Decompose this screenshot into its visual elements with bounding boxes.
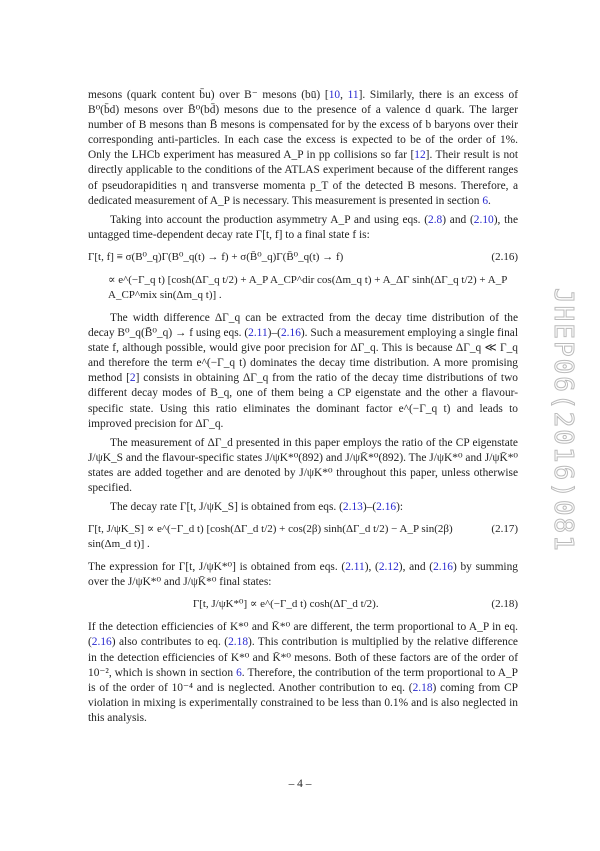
- paragraph-6: [88, 560, 518, 590]
- page-number: – 4 –: [288, 778, 312, 790]
- paragraph-7: [88, 620, 518, 726]
- text-run: .: [488, 194, 491, 207]
- reference-link[interactable]: 6: [482, 194, 489, 207]
- text-run: ) also contributes to eq. (: [111, 636, 229, 649]
- equation-2-16: [88, 250, 518, 265]
- text-run: If the detection efficiencies of K*⁰ and K̄*⁰ are different, the term proportional to A_P in eq. (: [88, 621, 518, 649]
- equation-2-17: [88, 522, 518, 552]
- equation-2-16-line2: [88, 273, 518, 303]
- text-run: ) coming from CP violation in mixing is experimentally constrained to be less than 0.1% and is also neglected in this analysis.: [88, 681, 518, 724]
- paragraph-4: [88, 436, 518, 496]
- text-column: [88, 88, 518, 730]
- text-run: ). Such a measurement employing a single final state f, although possible, would give poor precision for ΔΓ_q. This is because ΔΓ_q ≪ Γ_q and therefore the term e^(−Γ_q t) dominates the decay time distribution. A more promising method [: [88, 327, 519, 385]
- reference-link[interactable]: 2.12: [378, 561, 399, 574]
- reference-link[interactable]: 2.13: [342, 501, 363, 514]
- text-run: )–(: [267, 327, 281, 340]
- text-run: )–(: [362, 501, 377, 514]
- text-run: ) and (: [442, 213, 474, 226]
- reference-link[interactable]: 2.11: [248, 327, 268, 340]
- equation-number: (2.17): [491, 523, 518, 536]
- text-run: ] consists in obtaining ΔΓ_q from the ratio of the decay time distributions of two different decay modes of B_q, one of them being a CP eigenstate and the other a flavour-specific state. Using this ratio eliminates the dominant factor e^(−Γ_q t) and leads to improved precision for ΔΓ_q.: [88, 372, 519, 430]
- paragraph-1: [88, 88, 518, 209]
- paragraph-3: [88, 311, 518, 432]
- equation-line: Γ[t, f] ≡ σ(B⁰_q)Γ(B⁰_q(t) → f) + σ(B̄⁰_q)Γ(B̄⁰_q(t) → f): [88, 250, 344, 263]
- reference-link[interactable]: 2.16: [376, 501, 397, 514]
- reference-link[interactable]: 2.10: [473, 213, 494, 226]
- text-run: ), and (: [398, 561, 434, 574]
- text-run: The decay rate Γ[t, J/ψK_S] is obtained from eqs. (: [110, 501, 343, 514]
- text-run: ):: [396, 501, 404, 514]
- paragraph-2: [88, 213, 518, 243]
- reference-link[interactable]: 12: [414, 149, 426, 162]
- text-run: . Therefore, the contribution of the term proportional to A_P is of the order of 10⁻⁴ and is neglected. Another contribution to eq. (: [88, 666, 518, 694]
- equation-line: Γ[t, J/ψK_S] ∝ e^(−Γ_d t) [cosh(ΔΓ_d t/2) + cos(2β) sinh(ΔΓ_d t/2) − A_P sin(2β) sin(Δm_d t)] .: [88, 523, 453, 551]
- reference-link[interactable]: 11: [347, 89, 359, 101]
- equation-line: Γ[t, J/ψK*⁰] ∝ e^(−Γ_d t) cosh(ΔΓ_d t/2).: [192, 598, 379, 611]
- text-run: ]. Similarly, there is an excess of B⁰(b̄d) mesons over B̄⁰(bd̄) mesons due to the presence of a valence d quark. The larger number of B mesons than B̄ mesons is compensated for by the excess of b baryons over their corresponding anti-particles. In each case the excess is expected to be of the order of 1%. Only the LHCb experiment has measured A_P in pp collisions so far [: [88, 89, 518, 162]
- text-run: ,: [340, 89, 348, 101]
- text-run: The measurement of ΔΓ_d presented in this paper employs the ratio of the CP eigenstate J/ψK_S and the flavour-specific states J/ψK*⁰(892) and J/ψK̄*⁰(892). The J/ψK*⁰ and J/ψK̄*⁰ states are added together and are denoted by J/ψK*⁰ throughout this paper, unless otherwise specified.: [88, 436, 518, 494]
- reference-link[interactable]: 2.16: [91, 636, 112, 649]
- reference-link[interactable]: 2.8: [428, 213, 443, 226]
- text-run: The expression for Γ[t, J/ψK*⁰] is obtained from eqs. (: [88, 561, 346, 574]
- text-run: ), (: [364, 561, 379, 574]
- text-run: ). This contribution is multiplied by the relative difference in the detection efficiencies of K*⁰ and K̄*⁰ mesons. Both of these factors are of the order of 10⁻², which is shown in section: [88, 636, 518, 679]
- reference-link[interactable]: 10: [328, 89, 341, 101]
- equation-number: (2.18): [491, 598, 518, 611]
- reference-link[interactable]: 2.18: [412, 681, 433, 694]
- paragraph-5: [88, 500, 518, 515]
- reference-link[interactable]: 2.11: [345, 561, 365, 574]
- journal-stamp: JHEP06(2016)081: [548, 287, 578, 553]
- reference-link[interactable]: 2: [129, 372, 136, 385]
- text-run: ), the untagged time-dependent decay rate Γ[t, f] to a final state f is:: [88, 213, 519, 241]
- text-run: ]. Their result is not directly applicable to the conditions of the ATLAS experiment because of the different ranges of pseudorapidities η and transverse momenta p_T of the detected B mesons. Therefore, a dedicated measurement of A_P is necessary. This measurement is presented in section: [88, 149, 518, 207]
- text-run: mesons (quark content b̄u) over B⁻ mesons (bū) [: [88, 89, 329, 101]
- equation-2-18: [88, 597, 518, 612]
- reference-link[interactable]: 2.16: [280, 327, 301, 340]
- reference-link[interactable]: 2.18: [228, 636, 249, 649]
- equation-number: (2.16): [491, 250, 518, 263]
- reference-link[interactable]: 2.16: [433, 561, 453, 574]
- text-run: ) by summing over the J/ψK*⁰ and J/ψK̄*⁰ final states:: [88, 561, 518, 589]
- text-run: Taking into account the production asymmetry A_P and using eqs. (: [110, 213, 429, 226]
- text-run: The width difference ΔΓ_q can be extracted from the decay time distribution of the decay B⁰_q(B̄⁰_q) → f using eqs. (: [88, 311, 518, 340]
- reference-link[interactable]: 6: [236, 666, 242, 679]
- equation-line: ∝ e^(−Γ_q t) [cosh(ΔΓ_q t/2) + A_P A_CP^dir cos(Δm_q t) + A_ΔΓ sinh(ΔΓ_q t/2) + A_P A_CP^mix sin(Δm_q t)] .: [108, 273, 507, 301]
